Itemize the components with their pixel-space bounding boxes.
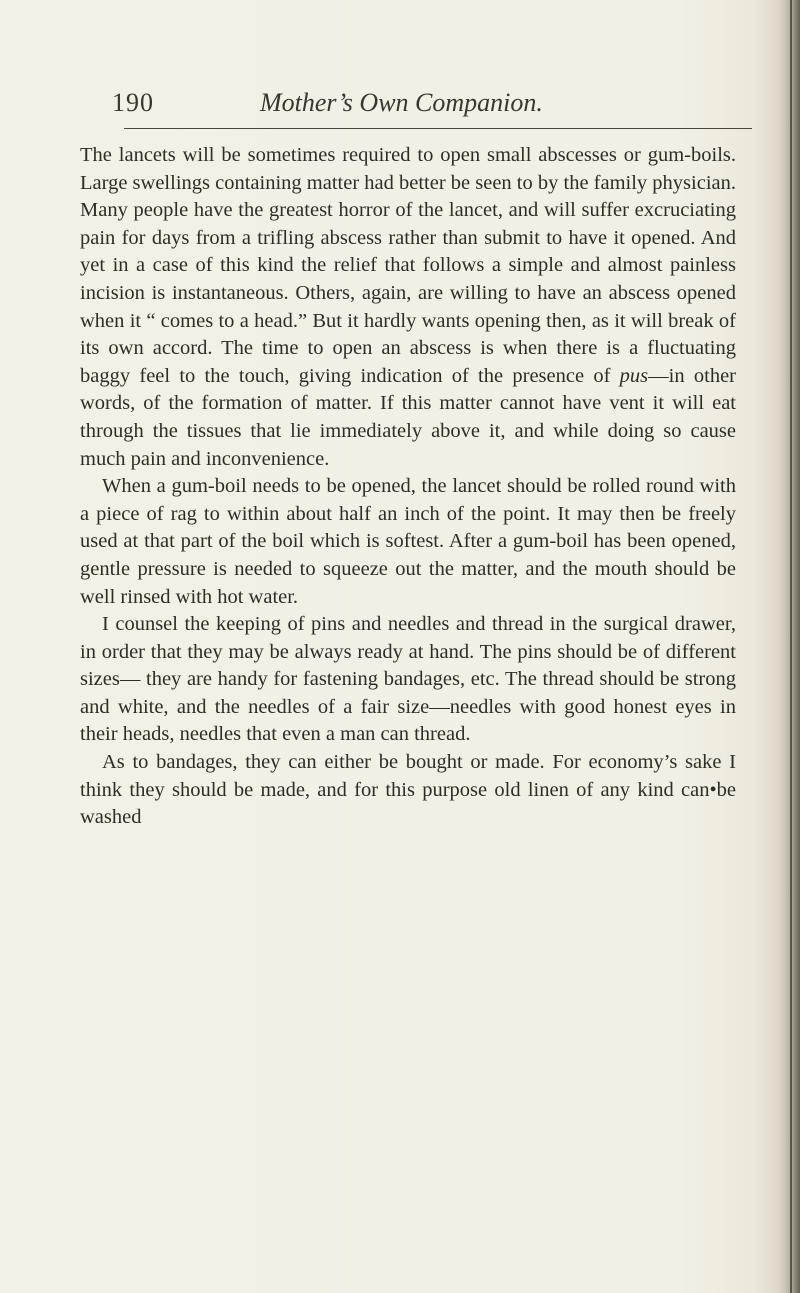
paragraph-4: As to bandages, they can either be bought or made. For economy’s sake I think they should be made, and for this purpose old linen of any kind can•be washed bbox=[80, 751, 736, 829]
page-edge-line bbox=[790, 0, 792, 1293]
paragraph-3: I counsel the keeping of pins and needles and thread in the surgical drawer, in order that they may be always ready at hand. The pins should be of different sizes— they are handy for fastening bandages, etc. The thread should be strong and white, and the needles of a fair size—needles with good honest eyes in their heads, needles that even a man can thread. bbox=[80, 613, 736, 746]
page-number: 190 bbox=[112, 88, 154, 117]
paragraph-1-italic-word: pus bbox=[619, 364, 649, 387]
body-text bbox=[80, 142, 736, 832]
page-edge-shadow bbox=[778, 0, 800, 1293]
paragraph-1-text-b: —in other words, of the formation of matter. If this matter cannot have vent it will eat through the tissues that lie immediately above it, and while doing so cause much pain and inconvenience. bbox=[80, 364, 736, 470]
running-title: Mother’s Own Companion. bbox=[260, 88, 543, 117]
paragraph-1 bbox=[80, 142, 736, 473]
paragraph-1-text-a: The lancets will be sometimes required to open small abscesses or gum-boils. Large swellings containing matter had better be seen to by the family physician. Many people have the greatest horror of the lancet, and will suffer excruciating pain for days from a trifling abscess rather than submit to have it opened. And yet in a case of this kind the relief that follows a simple and almost painless incision is instantaneous. Others, again, are willing to have an abscess opened when it “ comes to a head.” But it hardly wants opening then, as it will break of its own accord. The time to open an abscess is when there is a fluctuating baggy feel to the touch, giving indication of the presence of bbox=[80, 144, 736, 387]
header-rule bbox=[124, 128, 752, 129]
page-header bbox=[112, 88, 752, 128]
paragraph-2: When a gum-boil needs to be opened, the lancet should be rolled round with a piece of rag to within about half an inch of the point. It may then be freely used at that part of the boil which is softest. After a gum-boil has been opened, gentle pressure is needed to squeeze out the matter, and the mouth should be well rinsed with hot water. bbox=[80, 475, 736, 608]
